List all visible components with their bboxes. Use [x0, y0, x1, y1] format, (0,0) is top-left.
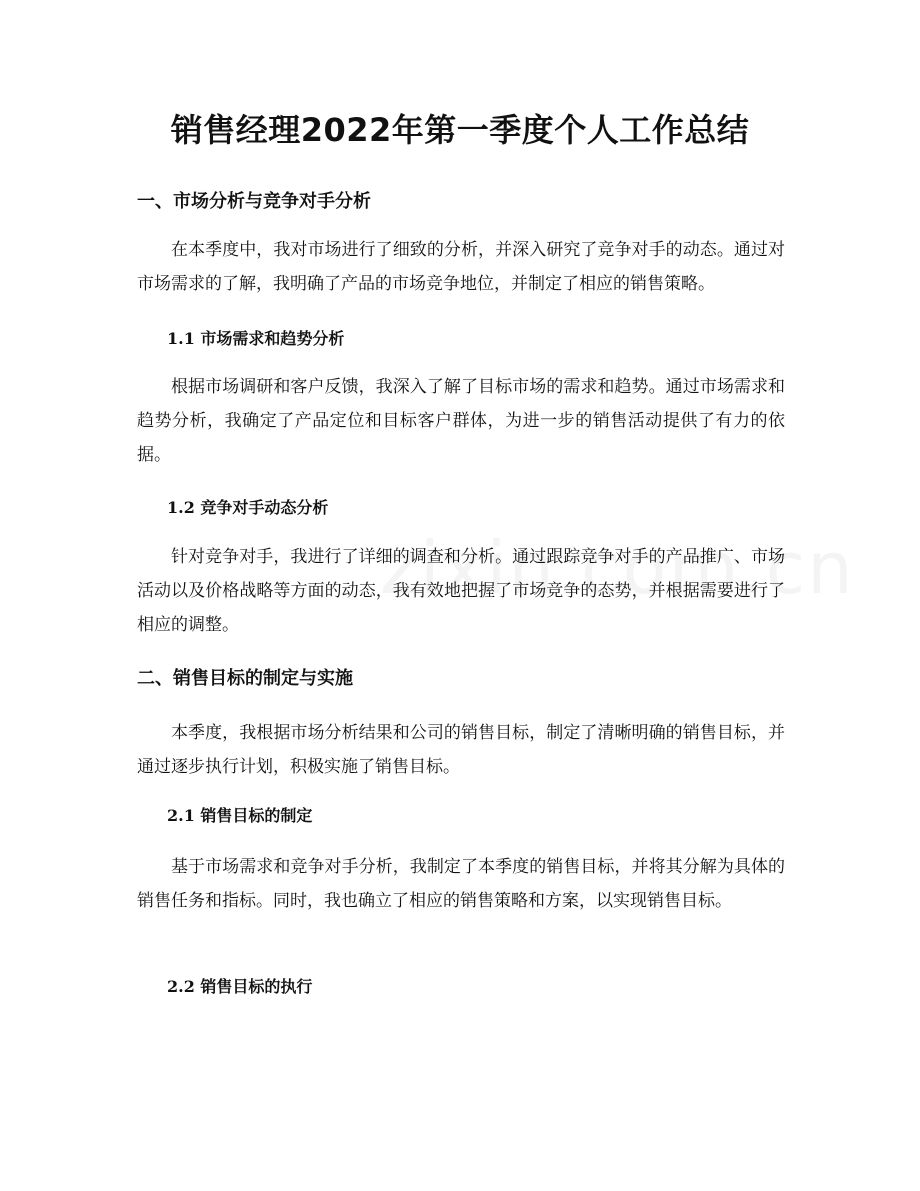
subsection-heading-2-1: 2.1 销售目标的制定	[167, 806, 313, 825]
subsection-heading-1-2: 1.2 竞争对手动态分析	[167, 498, 329, 517]
section-2-intro: 本季度，我根据市场分析结果和公司的销售目标，制定了清晰明确的销售目标，并通过逐步执行计划，积极实施了销售目标。	[137, 723, 785, 777]
subsection-heading-1-1: 1.1 市场需求和趋势分析	[167, 329, 345, 348]
subsection-1-1-body: 根据市场调研和客户反馈，我深入了解了目标市场的需求和趋势。通过市场需求和趋势分析，我确定了产品定位和目标客户群体，为进一步的销售活动提供了有力的依据。	[137, 377, 785, 465]
subsection-2-1-body: 基于市场需求和竞争对手分析，我制定了本季度的销售目标，并将其分解为具体的销售任务和指标。同时，我也确立了相应的销售策略和方案，以实现销售目标。	[137, 857, 785, 911]
document-title: 销售经理2022年第一季度个人工作总结	[170, 111, 750, 149]
subsection-1-2-body: 针对竞争对手，我进行了详细的调查和分析。通过跟踪竞争对手的产品推广、市场活动以及价格战略等方面的动态，我有效地把握了市场竞争的态势，并根据需要进行了相应的调整。	[137, 547, 785, 635]
section-1-intro: 在本季度中，我对市场进行了细致的分析，并深入研究了竞争对手的动态。通过对市场需求的了解，我明确了产品的市场竞争地位，并制定了相应的销售策略。	[137, 240, 785, 294]
section-heading-2: 二、销售目标的制定与实施	[137, 668, 353, 689]
section-heading-1: 一、市场分析与竞争对手分析	[137, 191, 371, 212]
subsection-heading-2-2: 2.2 销售目标的执行	[167, 977, 313, 996]
